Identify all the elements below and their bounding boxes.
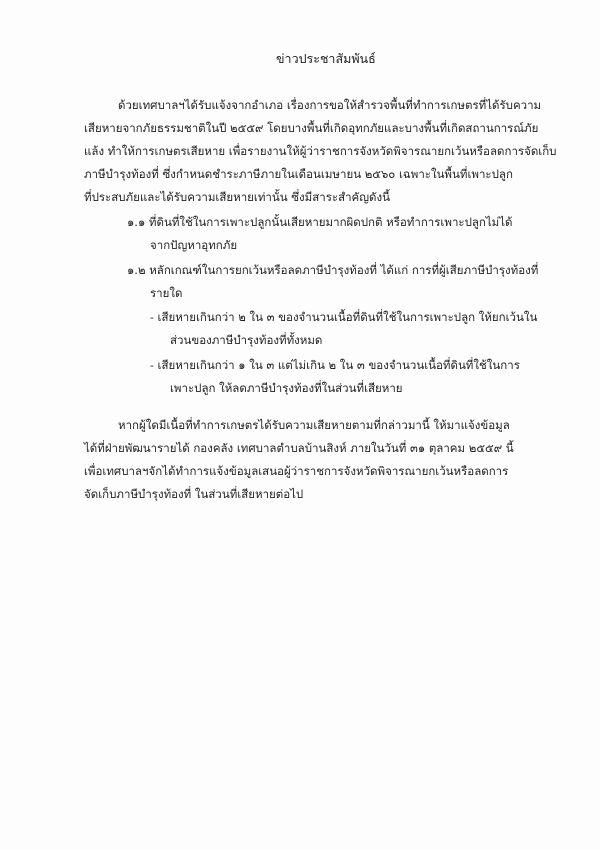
item-1-2-line-2: รายใด (150, 286, 183, 300)
closing-line-4: จัดเก็บภาษีบำรุงท้องที่ ในส่วนที่เสียหายต่อไป (84, 487, 304, 501)
sub-item-1-line-1: - เสียหายเกินกว่า ๒ ใน ๓ ของจำนวนเนื้อที่ดินที่ใช้ในการเพาะปลูก ให้ยกเว้นใน (150, 310, 538, 324)
intro-line-5: ที่ประสบภัยและได้รับความเสียหายเท่านั้น ซึ่งมีสาระสำคัญดังนี้ (84, 190, 390, 204)
intro-line-2: เสียหายจากภัยธรรมชาติในปี ๒๕๕๙ โดยบางพื้นที่เกิดอุทกภัยและบางพื้นที่เกิดสถานการณ์ภัย (84, 121, 539, 135)
intro-line-3: แล้ง ทำให้การเกษตรเสียหาย เพื่อรายงานให้ผู้ว่าราชการจังหวัดพิจารณายกเว้นหรือลดการจัดเก็บ (84, 144, 557, 158)
closing-line-3: เพื่อเทศบาลฯจักได้ทำการแจ้งข้อมูลเสนอผู้ว่าราชการจังหวัดพิจารณายกเว้นหรือลดการ (84, 464, 509, 478)
item-1-2-line-1: ๑.๒ หลักเกณฑ์ในการยกเว้นหรือลดภาษีบำรุงท้องที่ ได้แก่ การที่ผู้เสียภาษีบำรุงท้องที่ (127, 263, 539, 277)
item-1-1-line-1: ๑.๑ ที่ดินที่ใช้ในการเพาะปลูกนั้นเสียหายมากผิดปกติ หรือทำการเพาะปลูกไม่ได้ (127, 215, 513, 229)
sub-item-2-line-2: เพาะปลูก ให้ลดภาษีบำรุงท้องที่ในส่วนที่เสียหาย (170, 381, 403, 395)
item-1-1-line-2: จากปัญหาอุทกภัย (150, 238, 238, 252)
document-title: ข่าวประชาสัมพันธ์ (276, 51, 376, 66)
intro-line-4: ภาษีบำรุงท้องที่ ซึ่งกำหนดชำระภาษีภายในเดือนเมษายน ๒๕๖๐ เฉพาะในพื้นที่เพาะปลูก (84, 167, 513, 181)
closing-line-1: หากผู้ใดมีเนื้อที่ทำการเกษตรได้รับความเสียหายตามที่กล่าวมานี้ ให้มาแจ้งข้อมูล (118, 418, 510, 432)
sub-item-2-line-1: - เสียหายเกินกว่า ๑ ใน ๓ แต่ไม่เกิน ๒ ใน ๓ ของจำนวนเนื้อที่ดินที่ใช้ในการ (150, 358, 520, 372)
intro-line-1: ด้วยเทศบาลฯได้รับแจ้งจากอำเภอ เรื่องการขอให้สำรวจพื้นที่ทำการเกษตรที่ได้รับความ (118, 98, 542, 112)
sub-item-1-line-2: ส่วนของภาษีบำรุงท้องที่ทั้งหมด (170, 333, 323, 347)
closing-line-2: ได้ที่ฝ่ายพัฒนารายได้ กองคลัง เทศบาลตำบลบ้านสิงห์ ภายในวันที่ ๓๑ ตุลาคม ๒๕๕๙ นี้ (84, 441, 514, 455)
